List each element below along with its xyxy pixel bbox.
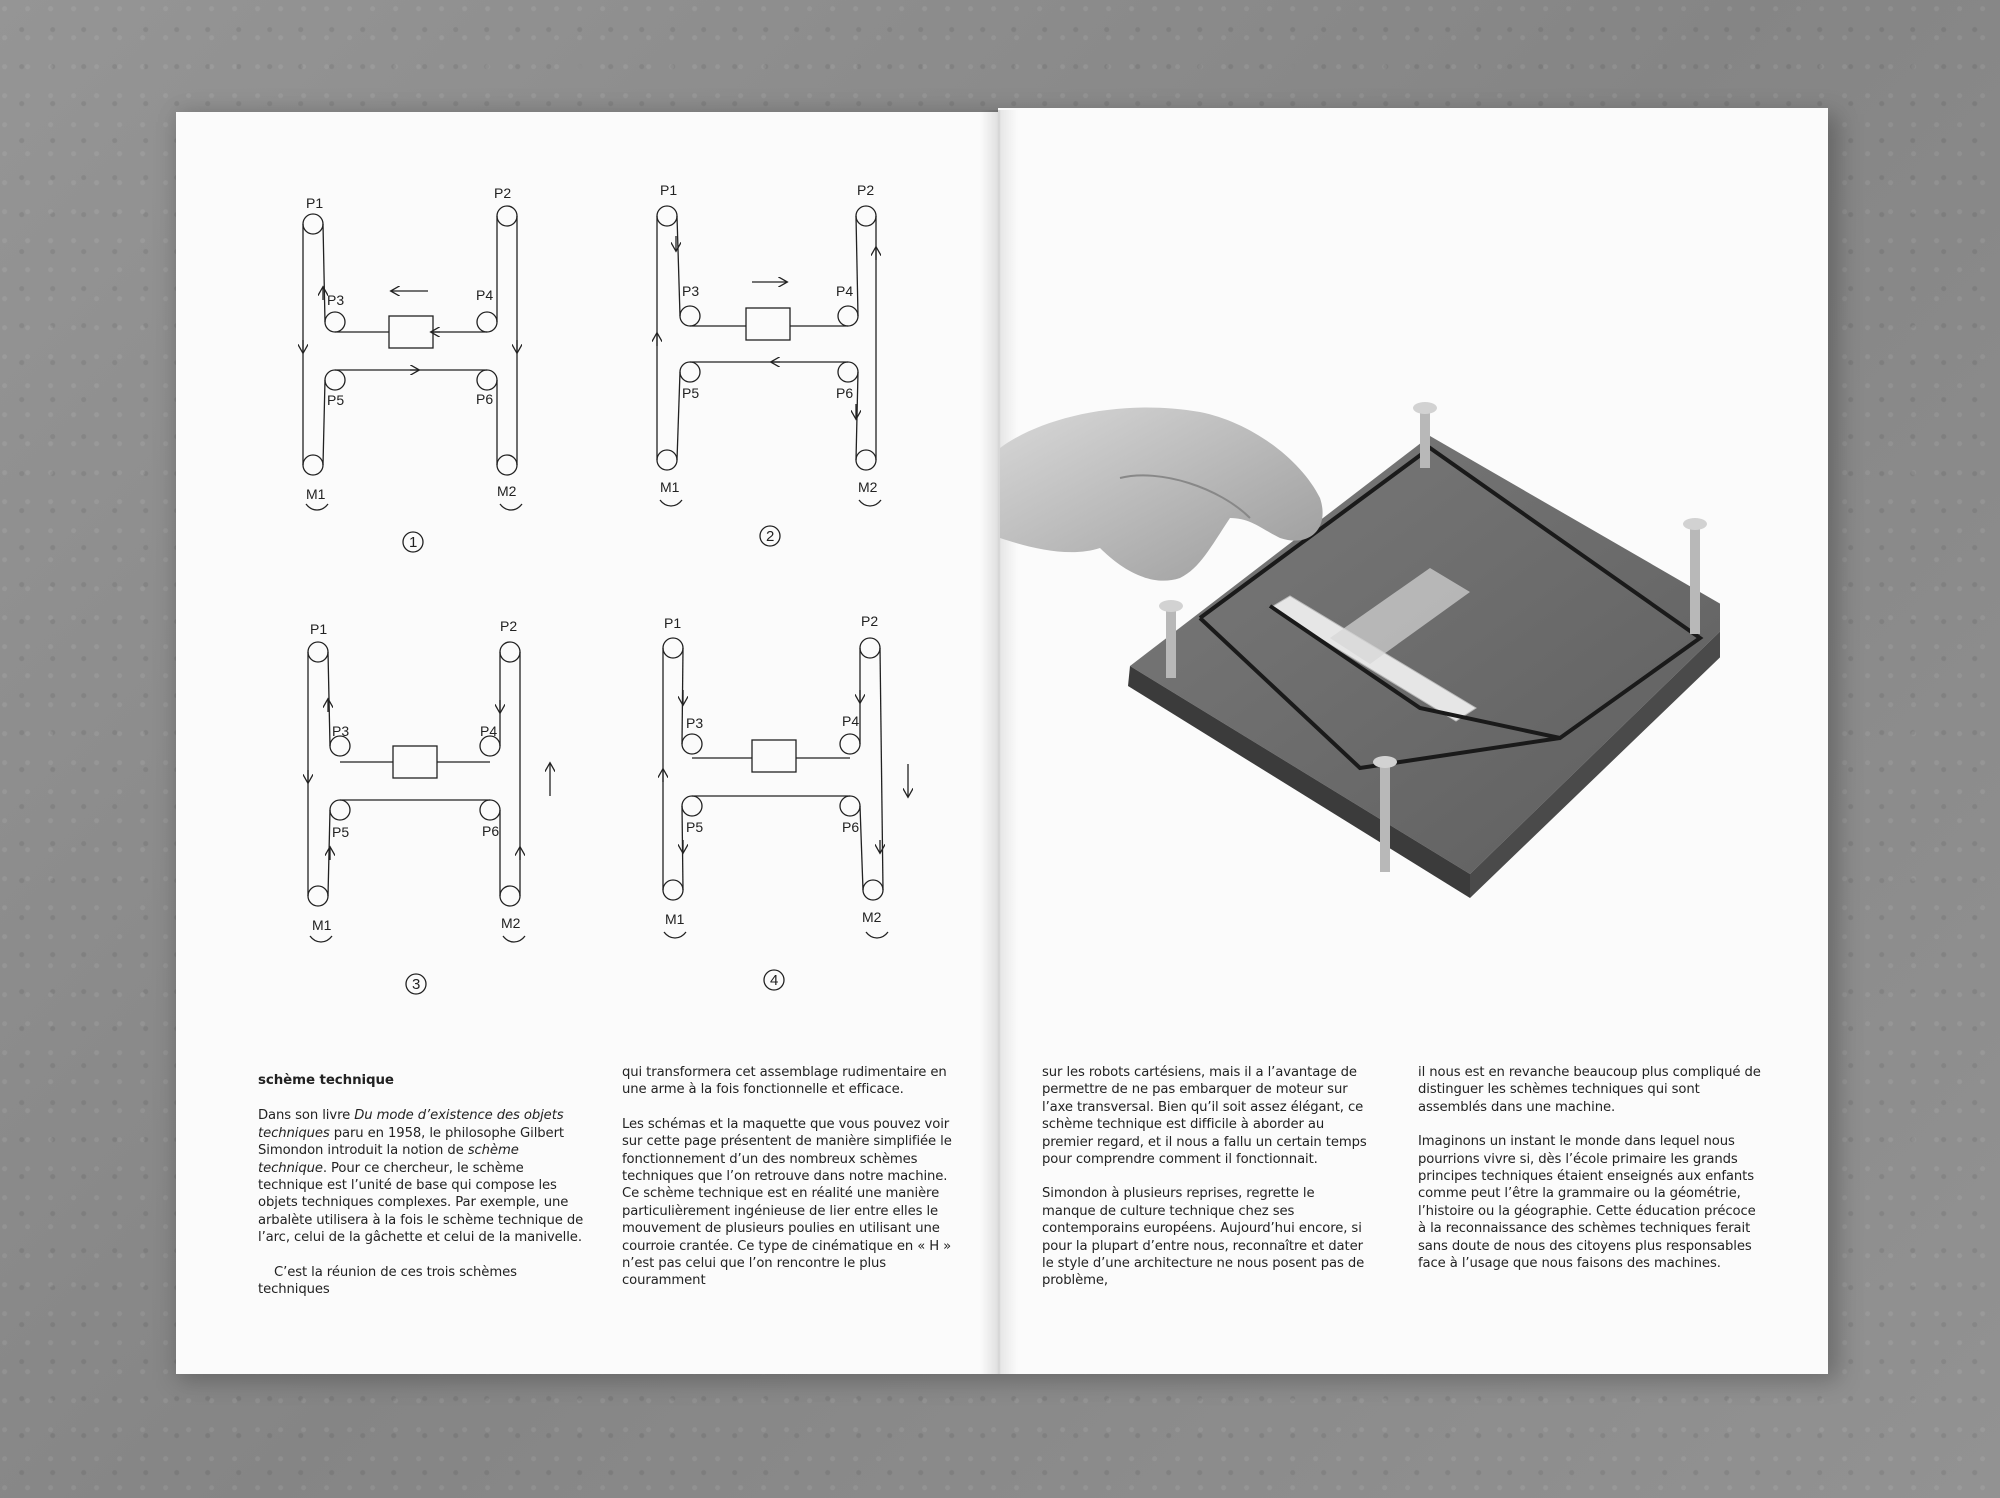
- pulley-p5: [325, 370, 345, 390]
- label-p1: P1: [306, 195, 324, 211]
- pulley-m1: [303, 455, 323, 475]
- label-p6: P6: [482, 823, 500, 839]
- diagram-2: [657, 206, 881, 546]
- diagram-2-labels: [660, 182, 878, 545]
- paragraph-1: qui transformera cet assemblage rudimentaire en une arme à la fois fonctionnelle et efficace.: [622, 1065, 947, 1098]
- figure-number: 1: [409, 534, 418, 551]
- paragraph-2: Les schémas et la maquette que vous pouvez voir sur cette page présentent de manière simplifiée le fonctionnement d’un des nombreux schèmes techniques que l’on retrouve dans notre machine. Ce schème technique est en réalité une manière particulièrement ingénieuse de lier entre elles le mouvement de plusieurs poulies en utilisant une courroie crantée. Ce type de cinématique en « H » n’est pas celui que l’on rencontre le plus couramment: [622, 1116, 952, 1289]
- paragraph-2: Simondon à plusieurs reprises, regrette le manque de culture technique chez ses contemporains européens. Aujourd’hui encore, si pour la plupart d’entre nous, reconnaître et dater le style d’une architecture ne nous posent pas de problème,: [1042, 1186, 1365, 1289]
- label-p1: P1: [310, 621, 328, 637]
- label-p2: P2: [500, 618, 518, 634]
- paragraph-1: [258, 1107, 588, 1246]
- label-p5: P5: [682, 385, 700, 401]
- label-m2: M2: [497, 483, 517, 499]
- figure-number: 2: [766, 528, 775, 545]
- pulley-p1: [303, 214, 323, 234]
- paragraph-1: sur les robots cartésiens, mais il a l’avantage de permettre de ne pas embarquer de moteur sur l’axe transversal. Bien qu’il soit assez élégant, ce schème technique est difficile à aborder au premier regard, et il nous a fallu un certain temps pour comprendre comment il fonctionnait.: [1042, 1065, 1367, 1168]
- figure-number: 3: [412, 976, 421, 993]
- text-run: Dans son livre: [258, 1108, 355, 1124]
- text-column-2: [622, 1064, 962, 1307]
- pulley-p6: [477, 370, 497, 390]
- label-m2: M2: [858, 479, 878, 495]
- figure-number: 4: [770, 972, 779, 989]
- label-p1: P1: [664, 615, 682, 631]
- label-m1: M1: [665, 911, 685, 927]
- label-p4: P4: [476, 287, 494, 303]
- label-p4: P4: [836, 283, 854, 299]
- pulley-m2: [497, 455, 517, 475]
- pulley-p3: [325, 312, 345, 332]
- diagram-4-labels: [664, 613, 882, 989]
- diagram-4: [663, 638, 908, 990]
- label-m2: M2: [862, 909, 882, 925]
- text-column-1: [258, 1072, 588, 1315]
- label-p3: P3: [686, 715, 704, 731]
- text-run: paru en 1958, le philosophe Gilbert Simondon introduit la notion de: [258, 1125, 564, 1159]
- pulley-p4: [477, 312, 497, 332]
- text-column-4: [1418, 1064, 1763, 1289]
- label-p6: P6: [836, 385, 854, 401]
- diagram-3-labels: [310, 618, 521, 993]
- carriage: [389, 316, 433, 348]
- term: schème technique: [258, 1143, 519, 1176]
- paragraph-1: il nous est en revanche beaucoup plus compliqué de distinguer les schèmes techniques qui sont assemblés dans une machine.: [1418, 1065, 1761, 1115]
- label-p5: P5: [686, 819, 704, 835]
- label-p3: P3: [682, 283, 700, 299]
- label-m1: M1: [660, 479, 680, 495]
- label-m2: M2: [501, 915, 521, 931]
- label-p3: P3: [327, 292, 345, 308]
- label-p2: P2: [857, 182, 875, 198]
- label-p5: P5: [327, 392, 345, 408]
- label-p1: P1: [660, 182, 678, 198]
- label-p5: P5: [332, 824, 350, 840]
- label-p6: P6: [842, 819, 860, 835]
- section-heading: schème technique: [258, 1073, 394, 1088]
- label-p4: P4: [480, 723, 498, 739]
- label-p3: P3: [332, 723, 350, 739]
- text-run: . Pour ce chercheur, le schème technique est l’unité de base qui compose les objets techniques complexes. Par exemple, une arbalète utilisera à la fois le schème technique de l’arc, celui de la gâchette et celui de la manivelle.: [258, 1160, 584, 1246]
- label-p2: P2: [861, 613, 879, 629]
- paragraph-2: Imaginons un instant le monde dans lequel nous pourrions vivre si, dès l’école primaire les grands principes techniques étaient enseignés aux enfants comme peut l’être la grammaire ou la géométrie, l’histoire ou la géographie. Cette éducation précoce à la reconnaissance des schèmes techniques ferait sans doute de nous des citoyens plus responsables face à l’usage que nous faisons des machines.: [1418, 1134, 1756, 1272]
- diagram-1: [303, 206, 522, 552]
- text-column-3: [1042, 1064, 1372, 1307]
- label-m1: M1: [306, 486, 326, 502]
- label-p6: P6: [476, 391, 494, 407]
- label-p4: P4: [842, 713, 860, 729]
- label-m1: M1: [312, 917, 332, 933]
- paragraph-2: C’est la réunion de ces trois schèmes techniques: [258, 1264, 517, 1298]
- diagram-1-labels: [306, 185, 517, 551]
- book-title: Du mode d’existence des objets techniques: [258, 1108, 564, 1141]
- pulley-p2: [497, 206, 517, 226]
- label-p2: P2: [494, 185, 512, 201]
- diagram-3: [308, 642, 550, 994]
